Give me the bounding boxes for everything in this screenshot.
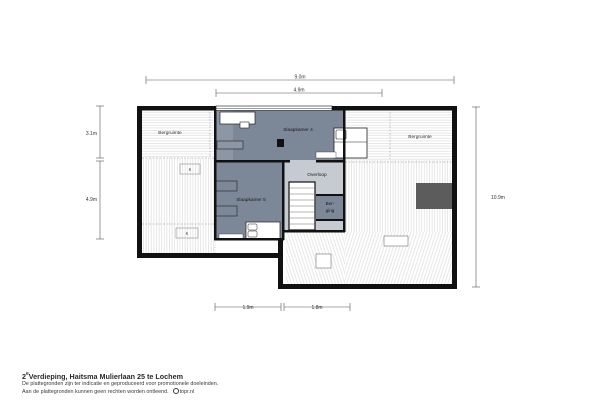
footer [22, 372, 582, 397]
bed-5-icon [246, 222, 280, 239]
room-label-closet-line2: ging [325, 208, 335, 213]
bottom-attic-slope [286, 232, 345, 284]
dimension-bottom-left-label: 1.9m [242, 305, 254, 311]
table-icon [384, 236, 408, 246]
brand-logo-icon [173, 388, 179, 394]
dimension-total-depth-label: 10.9m [491, 195, 505, 201]
dresser-icon [216, 206, 237, 216]
bench-icon [217, 141, 243, 149]
bed-icon [334, 128, 367, 158]
room-label-storage-right: Bergruimte [408, 135, 432, 140]
kneewall-label-upper: K [188, 167, 192, 172]
dimension-left-upper [96, 106, 104, 158]
brand [173, 388, 195, 396]
staircase [289, 182, 315, 230]
footer-title [22, 372, 582, 381]
disclaimer-line-2-wrap [22, 388, 582, 396]
floor-suffix: e [26, 371, 29, 377]
room-label-storage-left: Bergruimte [158, 131, 182, 136]
dimension-total-depth [472, 107, 480, 287]
room-label-bedroom-5: Slaapkamer 5 [236, 198, 266, 203]
chimney-block [277, 139, 284, 147]
dimension-section-width-label: 4.9m [293, 87, 305, 94]
storage-block [416, 183, 456, 209]
kneewall-label-lower: K [185, 231, 189, 236]
dimension-total-width-label: 9.0m [294, 74, 306, 81]
tv-cabinet-icon [216, 181, 237, 191]
dimension-left-lower-label: 4.9m [85, 197, 97, 203]
floor-number: 2 [22, 372, 26, 381]
dimension-bottom-right-label: 1.8m [311, 305, 323, 311]
disclaimer-line-2: Aan de plattegronden kunnen geen rechten worden ontleend. [22, 389, 169, 396]
bottom-table-icon [316, 254, 331, 268]
floor-title-text: Verdieping, Haitsma Mulierlaan 25 te Lochem [28, 372, 183, 381]
storage-left-lower-area [142, 158, 214, 254]
disclaimer-line-1: De plattegronden zijn ter indicatie en geproduceerd voor promotionele doeleinden. [22, 381, 219, 387]
closet-floor [316, 194, 345, 220]
brand-name: topr.nl [179, 389, 195, 396]
dimension-left-lower [96, 161, 104, 239]
room-label-closet-line1: Ber- [325, 201, 335, 206]
room-label-bedroom-4: Slaapkamer 4 [283, 128, 313, 133]
dimension-left-upper-label: 3.1m [85, 131, 97, 137]
rug-icon [316, 152, 336, 158]
room-label-landing: Overloop [307, 173, 327, 178]
